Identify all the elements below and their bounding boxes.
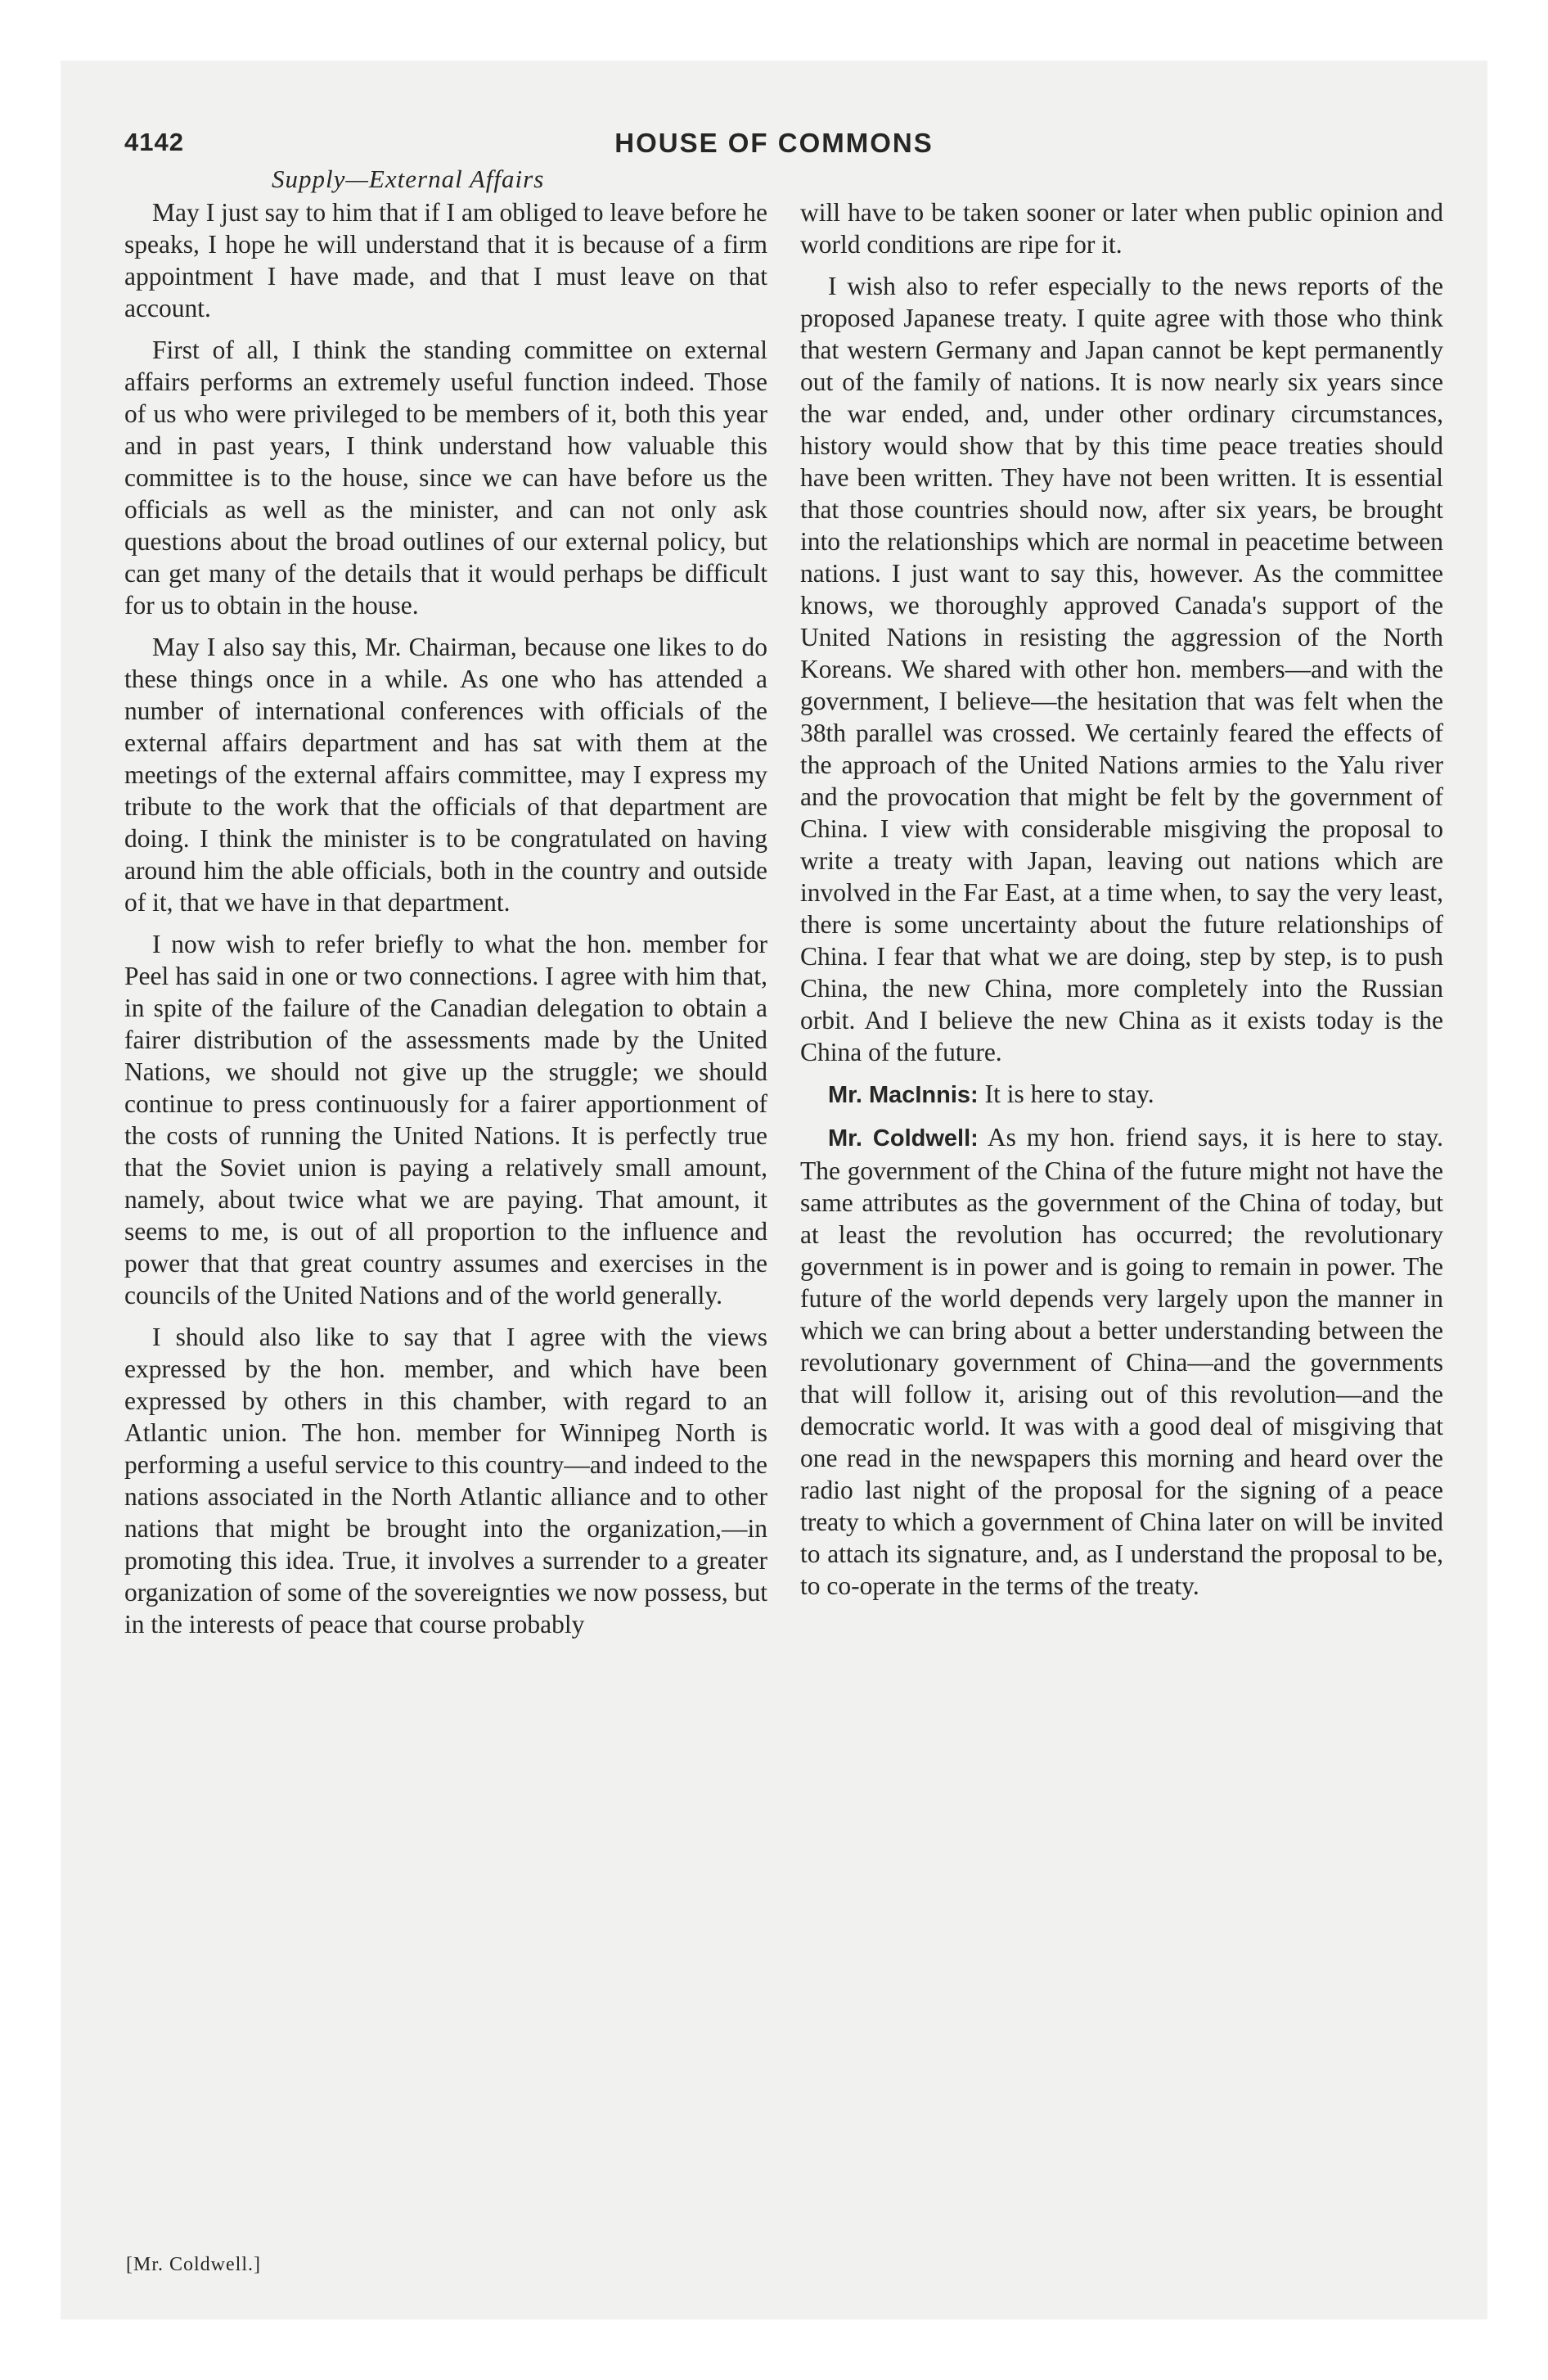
left-column bbox=[124, 196, 767, 1650]
speech-coldwell bbox=[800, 1121, 1443, 1602]
paragraph: I should also like to say that I agree with the views expressed by the hon. member, and which have been expressed by others in this chamber, with regard to an Atlantic union. The hon. member for Winnipeg North is performing a useful service to this country—and indeed to the nations associated in the North Atlantic alliance and to other nations that might be brought into the organization,—in promoting this idea. True, it involves a surrender to a greater organization of some of the sovereignties we now possess, but in the interests of peace that course probably bbox=[124, 1323, 767, 1639]
paragraph: May I also say this, Mr. Chairman, because one likes to do these things once in a while. As one who has attended a number of international conferences with officials of the external affairs department and has sat with them at the meetings of the external affairs committee, may I express my tribute to the work that the officials of that department are doing. I think the minister is to be congratulated on having around him the able officials, both in the country and outside of it, that we have in that department. bbox=[124, 633, 767, 917]
section-heading: Supply—External Affairs bbox=[272, 165, 545, 193]
paragraph: May I just say to him that if I am obliged to leave before he speaks, I hope he will understand that it is because of a firm appointment I have made, and that I must leave on that account. bbox=[124, 198, 767, 322]
speech-macinnis bbox=[800, 1078, 1443, 1111]
page-scan bbox=[61, 61, 1487, 2319]
speaker-footer-note: [Mr. Coldwell.] bbox=[126, 2254, 261, 2275]
paragraph: I wish also to refer especially to the news reports of the proposed Japanese treaty. I quite agree with those who think that western Germany and Japan cannot be kept permanently out of the family of nations. It is now nearly six years since the war ended, and, under other ordinary circumstances, history would show that by this time peace treaties should have been written. They have not been written. It is essential that those countries should now, after six years, be brought into the relationships which are normal in peacetime between nations. I just want to say this, however. As the committee knows, we thoroughly approved Canada's support of the United Nations in resisting the aggression of the North Koreans. We shared with other hon. members—and with the government, I believe—the hesitation that was felt when the 38th parallel was crossed. We certainly feared the effects of the approach of the United Nations armies to the Yalu river and the provocation that might be felt by the government of China. I view with considerable misgiving the proposal to write a treaty with Japan, leaving out nations which are involved in the Far East, at a time when, to say the very least, there is some uncertainty about the future relationships of China. I fear that what we are doing, step by step, is to push China, the new China, more completely into the Russian orbit. And I believe the new China as it exists today is the China of the future. bbox=[800, 272, 1443, 1066]
speech-text: As my hon. friend says, it is here to stay. The government of the China of the future might not have the same attributes as the government of the China of today, but at least the revolution has occurred; the revolutionary government is in power and is going to remain in power. The future of the world depends very largely upon the manner in which we can bring about a better understanding between the revolutionary government of China—and the governments that will follow it, arising out of this revolution—and the democratic world. It was with a good deal of misgiving that one read in the newspapers this morning and heard over the radio last night of the proposal for the signing of a peace treaty to which a government of China later on will be invited to attach its signature, and, as I understand the proposal to be, to co-operate in the terms of the treaty. bbox=[800, 1123, 1443, 1600]
paragraph: I now wish to refer briefly to what the hon. member for Peel has said in one or two connections. I agree with him that, in spite of the failure of the Canadian delegation to obtain a fairer distribution of the assessments made by the United Nations, we should not give up the struggle; we should continue to press continuously for a fairer apportionment of the costs of running the United Nations. It is perfectly true that the Soviet union is paying a relatively small amount, namely, about twice what we are paying. That amount, it seems to me, is out of all proportion to the influence and power that that great country assumes and exercises in the councils of the United Nations and of the world generally. bbox=[124, 930, 767, 1309]
paragraph: First of all, I think the standing committee on external affairs performs an extremely useful function indeed. Those of us who were privileged to be members of it, both this year and in past years, I think understand how valuable this committee is to the house, since we can have before us the officials as well as the minister, and can not only ask questions about the broad outlines of our external policy, but can get many of the details that it would perhaps be difficult for us to obtain in the house. bbox=[124, 336, 767, 620]
page-title: HOUSE OF COMMONS bbox=[614, 128, 934, 158]
paragraph-continuation: will have to be taken sooner or later when public opinion and world conditions are ripe for it. bbox=[800, 198, 1443, 259]
page-header bbox=[124, 128, 1424, 169]
speaker-name: Mr. MacInnis: bbox=[828, 1082, 979, 1108]
right-column bbox=[800, 196, 1443, 1611]
page-number: 4142 bbox=[124, 128, 184, 156]
speaker-name: Mr. Coldwell: bbox=[828, 1125, 979, 1152]
speech-text: It is here to stay. bbox=[984, 1080, 1154, 1108]
